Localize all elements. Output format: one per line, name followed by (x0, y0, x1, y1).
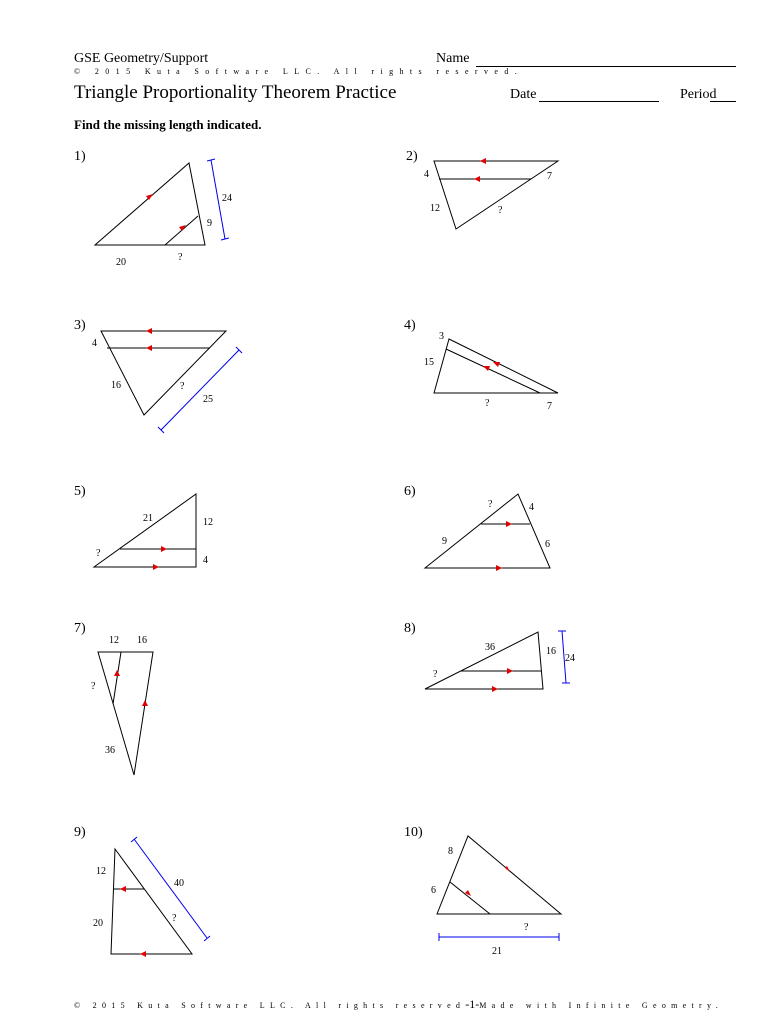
problem-3 (74, 318, 242, 433)
triangle-figure (94, 494, 196, 570)
triangle-figure (437, 836, 561, 941)
side-label: 25 (203, 394, 213, 405)
course-name: GSE Geometry/Support (74, 51, 209, 66)
side-label: 20 (116, 257, 126, 268)
triangle-figure (111, 837, 210, 957)
problem-number: 4) (404, 318, 416, 333)
problem-number: 2) (406, 149, 418, 164)
side-label: 4 (529, 502, 534, 513)
side-label: 16 (137, 635, 147, 646)
problem-6 (404, 484, 550, 571)
name-label: Name (436, 51, 470, 66)
side-label: 7 (547, 401, 552, 412)
problem-number: 9) (74, 825, 86, 840)
side-label: 24 (222, 193, 232, 204)
period-label: Period (680, 87, 717, 102)
side-label: 21 (143, 513, 153, 524)
triangle-figure (98, 652, 153, 775)
side-label: 15 (424, 357, 434, 368)
side-label: 24 (565, 653, 575, 664)
triangle-figure (434, 158, 558, 229)
side-label: 40 (174, 878, 184, 889)
triangle-figure (425, 631, 570, 692)
side-label: 8 (448, 846, 453, 857)
triangle-figure (434, 339, 558, 393)
footer-made-with: Made with Infinite Geometry. (479, 1001, 724, 1010)
side-label: 4 (203, 555, 208, 566)
side-label: ? (433, 669, 438, 680)
side-label: ? (96, 548, 101, 559)
side-label: 36 (485, 642, 495, 653)
instructions: Find the missing length indicated. (74, 117, 262, 132)
problem-number: 3) (74, 318, 86, 333)
side-label: 12 (203, 517, 213, 528)
side-label: ? (180, 381, 185, 392)
problem-number: 5) (74, 484, 86, 499)
copyright-top: © 2015 Kuta Software LLC. All rights reserved. (74, 67, 524, 76)
footer-copyright: © 2015 Kuta Software LLC. All rights reserved (74, 1001, 466, 1010)
problem-1 (74, 149, 232, 268)
problem-8 (404, 621, 575, 692)
side-label: 12 (109, 635, 119, 646)
problem-9 (74, 825, 210, 957)
date-label: Date (510, 87, 537, 102)
side-label: ? (485, 398, 490, 409)
side-label: 20 (93, 918, 103, 929)
problem-number: 8) (404, 621, 416, 636)
side-label: 6 (545, 539, 550, 550)
side-label: 36 (105, 745, 115, 756)
triangle-figure (101, 328, 242, 433)
side-label: 16 (546, 646, 556, 657)
side-label: ? (172, 913, 177, 924)
side-label: 4 (92, 338, 97, 349)
side-label: ? (91, 681, 96, 692)
side-label: 21 (492, 946, 502, 957)
side-label: 3 (439, 331, 444, 342)
side-label: 12 (96, 866, 106, 877)
problem-10 (404, 825, 561, 957)
problem-7 (74, 621, 153, 775)
side-label: ? (178, 252, 183, 263)
problem-number: 7) (74, 621, 86, 636)
page-number: -1- (465, 997, 480, 1011)
side-label: 9 (207, 218, 212, 229)
footer (74, 997, 723, 1012)
problem-2 (406, 149, 558, 229)
side-label: ? (488, 499, 493, 510)
problem-number: 6) (404, 484, 416, 499)
problem-number: 1) (74, 149, 86, 164)
side-label: 4 (424, 169, 429, 180)
side-label: ? (524, 922, 529, 933)
problem-4 (404, 318, 558, 412)
problem-number: 10) (404, 825, 423, 840)
triangle-figure (95, 159, 229, 245)
problem-5 (74, 484, 213, 570)
side-label: 16 (111, 380, 121, 391)
side-label: 12 (430, 203, 440, 214)
page-title: Triangle Proportionality Theorem Practice (74, 82, 397, 103)
side-label: 9 (442, 536, 447, 547)
side-label: 7 (547, 171, 552, 182)
side-label: ? (498, 205, 503, 216)
side-label: 6 (431, 885, 436, 896)
